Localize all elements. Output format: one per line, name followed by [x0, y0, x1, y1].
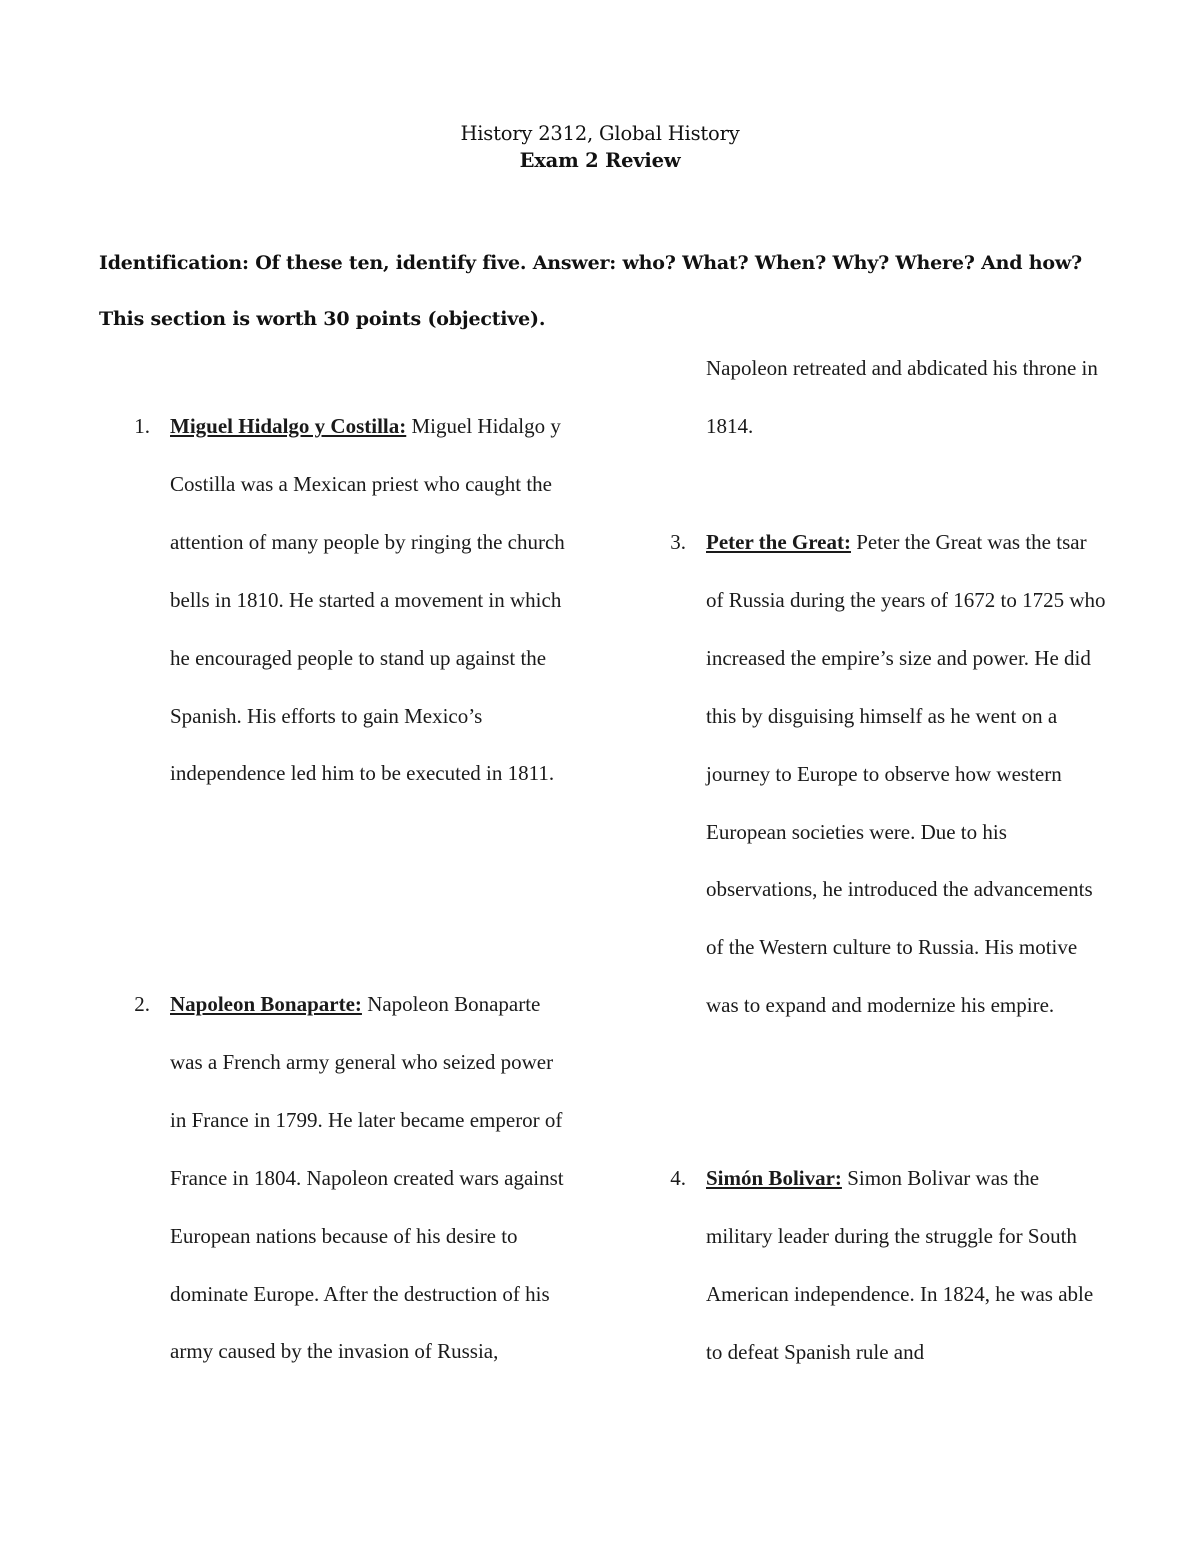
- instructions-paragraph: [99, 235, 1109, 347]
- exam-title: Exam 2 Review: [519, 149, 681, 172]
- item-text: [170, 398, 570, 803]
- item-term: Miguel Hidalgo y Costilla:: [170, 414, 407, 438]
- item-text: [706, 1150, 1106, 1382]
- item-term: Peter the Great:: [706, 530, 851, 554]
- item-description: Napoleon Bonaparte was a French army general who seized power in France in 1799. He later became emperor of France in 1804. Napoleon created wars against European nations because of his desire to dominate Europe. After the destruction of his army caused by the invasion of Russia,: [170, 992, 564, 1364]
- item-number: 4.: [670, 1166, 686, 1190]
- instructions-text: Of these ten, identify five. Answer: who? What? When? Why? Where? And how? This section is worth 30 points (objective).: [99, 252, 1082, 330]
- item-term: Simón Bolivar:: [706, 1166, 842, 1190]
- item-text: [170, 976, 570, 1381]
- item-description: Napoleon retreated and abdicated his throne in 1814.: [706, 356, 1098, 438]
- item-description: Peter the Great was the tsar of Russia during the years of 1672 to 1725 who increased the empire’s size and power. He did this by disguising himself as he went on a journey to Europe to observe how western European societies were. Due to his observations, he introduced the advancements of the Western culture to Russia. His motive was to expand and modernize his empire.: [706, 530, 1106, 1018]
- item-description: Miguel Hidalgo y Costilla was a Mexican priest who caught the attention of many people by ringing the church bells in 1810. He started a movement in which he encouraged people to stand up against the Spanish. His efforts to gain Mexico’s independence led him to be executed in 1811.: [170, 414, 565, 786]
- item-number: 1.: [134, 414, 150, 438]
- item-term: Napoleon Bonaparte:: [170, 992, 362, 1016]
- item-description: Simon Bolivar was the military leader during the struggle for South American independence. In 1824, he was able to defeat Spanish rule and: [706, 1166, 1094, 1364]
- item-text: [706, 514, 1106, 1035]
- item-number: 3.: [670, 530, 686, 554]
- course-title: History 2312, Global History: [460, 122, 740, 145]
- item-number: 2.: [134, 992, 150, 1016]
- instructions-label: Identification:: [99, 252, 249, 274]
